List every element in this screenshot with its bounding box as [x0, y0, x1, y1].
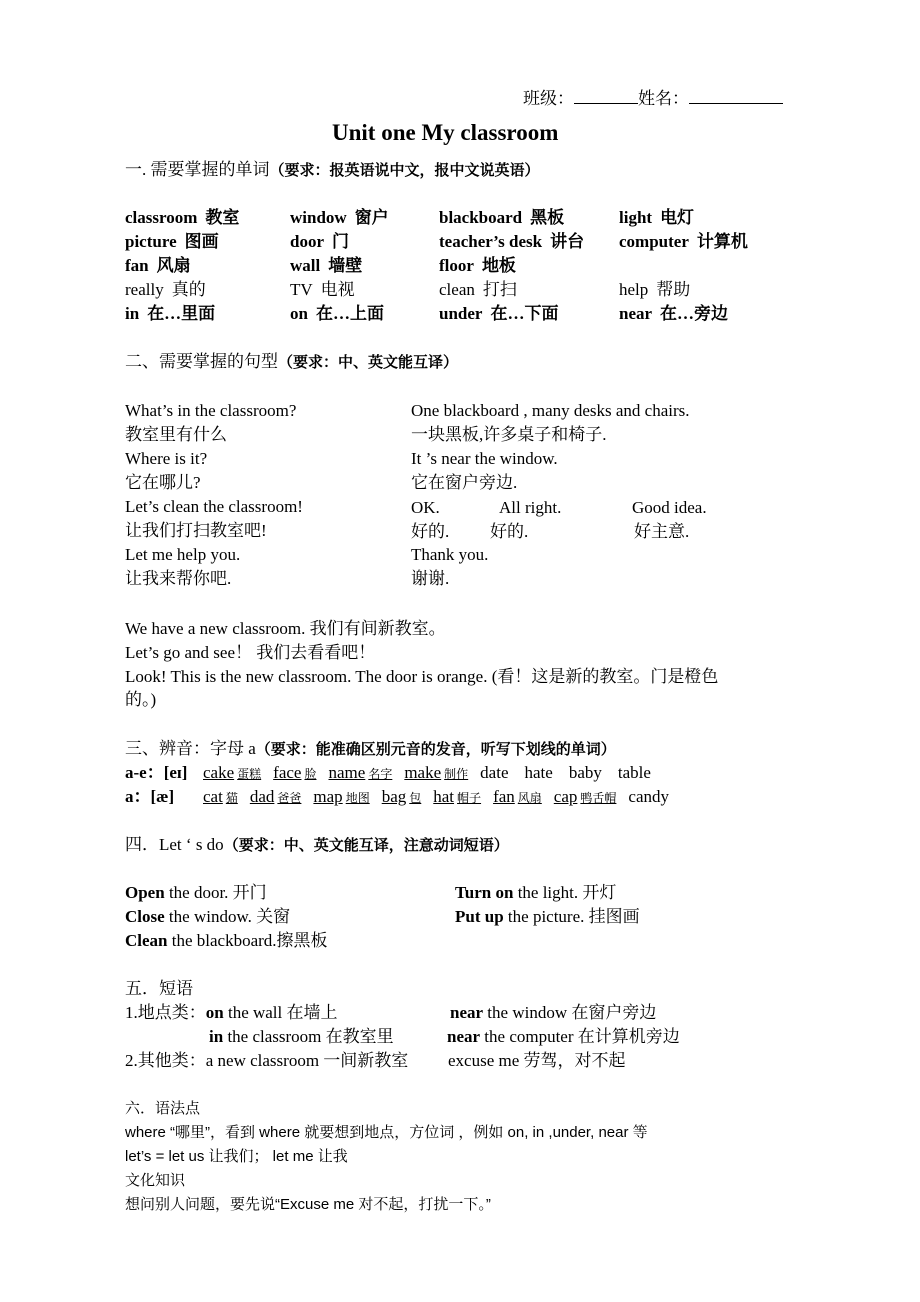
do-rest: the blackboard.擦黑板 — [167, 931, 328, 950]
vocab-en: clean — [439, 280, 475, 299]
vocab-en: really — [125, 280, 164, 299]
vocab-item — [619, 232, 748, 252]
phonics-word-en: fan — [493, 787, 515, 806]
vocab-item — [619, 280, 690, 300]
place-item-near-window — [450, 1003, 656, 1023]
response-ok-en: OK. — [411, 498, 440, 517]
class-label: 班级： — [523, 89, 574, 108]
section2-note: （要求：中、英文能互译） — [278, 355, 459, 371]
vocab-en: floor — [439, 256, 474, 275]
culture-line: 想问别人问题，要先说“Excuse me 对不起，打扰一下。” — [125, 1196, 491, 1213]
vocab-zh: 真的 — [171, 280, 206, 299]
para-line-3: Look! This is the new classroom. The door is orange. (看！这是新的教室。门是橙色 — [125, 667, 719, 686]
vocab-en: near — [619, 304, 653, 323]
response-goodidea-zh: 好主意. — [634, 522, 690, 541]
phonics-word — [493, 787, 542, 806]
do-rest: the window. 关窗 — [164, 907, 291, 926]
class-name-header — [523, 88, 783, 109]
phonics-word-en: hat — [433, 787, 455, 806]
section5-heading: 五．短语 — [125, 979, 193, 998]
sentence-left: Let me help you. — [125, 545, 241, 564]
sentence-right: Thank you. — [411, 545, 489, 564]
vocab-en: help — [619, 280, 649, 299]
place-rest: the wall 在墙上 — [223, 1003, 338, 1022]
other-row — [125, 1051, 408, 1071]
name-blank — [689, 88, 783, 104]
section3-note: （要求：能准确区别元音的发音，听写下划线的单词） — [255, 742, 616, 758]
vocab-zh: 在…里面 — [147, 304, 216, 323]
vocab-zh: 黑板 — [530, 208, 565, 227]
phonics-extra-word: date — [480, 763, 509, 782]
vocab-zh: 帮助 — [656, 280, 691, 299]
do-item-turnon — [455, 883, 616, 903]
vocab-item — [439, 208, 564, 228]
do-item-open — [125, 883, 267, 903]
phonics-word — [382, 787, 422, 806]
section6-heading: 六．语法点 — [125, 1100, 201, 1117]
place-kw: near — [450, 1003, 484, 1022]
section4-heading-text: 四．Let ‘ s do — [125, 835, 224, 854]
response-allright-zh: 好的. — [490, 522, 529, 541]
section1-heading — [125, 160, 540, 180]
vocab-item — [439, 256, 516, 276]
do-verb: Close — [125, 907, 165, 926]
vocab-zh: 在…下面 — [490, 304, 559, 323]
phonics-word-zh: 鸭舌帽 — [580, 791, 617, 805]
page-title: Unit one My classroom — [332, 120, 559, 145]
phonics-word-en: cat — [203, 787, 223, 806]
place-rest: the window 在窗户旁边 — [483, 1003, 657, 1022]
culture-heading: 文化知识 — [125, 1172, 186, 1189]
vocab-en: wall — [290, 256, 321, 275]
vocab-item — [290, 208, 389, 228]
phonics-word-zh: 名字 — [368, 767, 393, 781]
vocab-zh: 地板 — [481, 256, 516, 275]
phonics-word — [554, 787, 617, 806]
sentence-left: 它在哪儿? — [125, 473, 201, 492]
vocab-en: under — [439, 304, 483, 323]
vocab-en: computer — [619, 232, 689, 251]
phonics-extra-word: hate — [524, 763, 553, 782]
vocab-zh: 风扇 — [156, 256, 191, 275]
phonics-row-ei — [203, 763, 667, 783]
phonics-word-zh: 蛋糕 — [237, 767, 262, 781]
vocab-en: picture — [125, 232, 177, 251]
vocab-zh: 计算机 — [696, 232, 748, 251]
vocab-item — [125, 232, 219, 252]
vocab-en: teacher’s desk — [439, 232, 543, 251]
vocab-zh: 窗户 — [354, 208, 389, 227]
section4-heading — [125, 835, 509, 855]
section1-heading-text: 一. 需要掌握的单词 — [125, 160, 270, 179]
phonics-word-en: cap — [553, 787, 578, 806]
do-item-putup — [455, 907, 640, 927]
sentence-right: 谢谢. — [411, 569, 450, 588]
other-label: 2.其他类： — [125, 1051, 206, 1070]
grammar-line-1: where “哪里”，看到 where 就要想到地点，方位词 ，例如 on, in ,under, near 等 — [125, 1124, 648, 1141]
para-line-4: 的。) — [125, 690, 157, 709]
do-item-close — [125, 907, 290, 927]
vocab-zh: 教室 — [205, 208, 240, 227]
phonics-word — [433, 787, 481, 806]
phonics-extra-word: candy — [628, 787, 669, 806]
vocab-item — [439, 232, 584, 252]
do-verb: Turn on — [455, 883, 514, 902]
vocab-en: classroom — [125, 208, 198, 227]
sentence-left: 教室里有什么 — [125, 425, 227, 444]
response-goodidea-en: Good idea. — [632, 498, 707, 517]
vocab-en: in — [125, 304, 140, 323]
phonics-row-ae — [203, 787, 685, 807]
vocab-item — [125, 256, 191, 276]
sentence-left: Where is it? — [125, 449, 208, 468]
place-rest: the classroom 在教室里 — [223, 1027, 394, 1046]
sentence-right: 它在窗户旁边. — [411, 473, 518, 492]
sentence-left: 让我们打扫教室吧! — [125, 521, 267, 540]
section3-heading — [125, 739, 616, 759]
phonics-word-en: map — [313, 787, 343, 806]
do-verb: Clean — [125, 931, 168, 950]
vocab-zh: 图画 — [184, 232, 219, 251]
vocab-zh: 电视 — [320, 280, 355, 299]
vocab-item — [439, 304, 558, 324]
section2-heading-text: 二、需要掌握的句型 — [125, 352, 278, 371]
phonics-word — [313, 787, 369, 806]
phonics-word — [328, 763, 392, 782]
place-row-1 — [125, 1003, 338, 1023]
vocab-item — [619, 208, 694, 228]
phonics-word-zh: 地图 — [345, 791, 370, 805]
response-ok-zh: 好的. — [411, 522, 450, 541]
vocab-item — [125, 280, 206, 300]
vocab-item — [125, 304, 215, 324]
vocab-zh: 讲台 — [550, 232, 585, 251]
place-rest: the computer 在计算机旁边 — [480, 1027, 680, 1046]
section1-note: （要求：报英语说中文，报中文说英语） — [269, 163, 540, 179]
phonics-label-ae: a：[æ] — [125, 787, 175, 806]
vocab-item — [290, 280, 355, 300]
vocab-en: on — [290, 304, 308, 323]
response-allright-en: All right. — [499, 498, 562, 517]
phonics-word — [250, 787, 302, 806]
phonics-word-en: cake — [203, 763, 235, 782]
class-blank — [574, 88, 638, 104]
vocab-item — [439, 280, 517, 300]
vocab-zh: 在…旁边 — [660, 304, 729, 323]
phonics-word-zh: 帽子 — [457, 791, 482, 805]
grammar-line-2: let’s = let us 让我们； let me 让我 — [125, 1148, 348, 1165]
phonics-word-zh: 风扇 — [517, 791, 542, 805]
vocab-zh: 打扫 — [482, 280, 517, 299]
other-item: a new classroom 一间新教室 — [205, 1051, 409, 1070]
phonics-word — [203, 787, 238, 806]
place-kw: near — [447, 1027, 481, 1046]
sentence-left: Let’s clean the classroom! — [125, 497, 303, 516]
do-verb: Open — [125, 883, 165, 902]
phonics-extra-word: table — [617, 763, 651, 782]
other-item-excuse: excuse me 劳驾，对不起 — [448, 1051, 626, 1070]
vocab-item — [290, 256, 362, 276]
phonics-word-zh: 猫 — [225, 791, 238, 805]
phonics-word-zh: 脸 — [304, 767, 317, 781]
vocab-en: TV — [290, 280, 313, 299]
phonics-word — [404, 763, 468, 782]
place-kw: in — [209, 1027, 224, 1046]
place-item-near-computer — [447, 1027, 680, 1047]
phonics-word-zh: 包 — [409, 791, 422, 805]
section2-heading — [125, 352, 458, 372]
place-label: 1.地点类： — [125, 1003, 206, 1022]
phonics-word-en: make — [404, 763, 442, 782]
phonics-word-en: face — [273, 763, 302, 782]
do-item-clean — [125, 931, 328, 951]
vocab-zh: 电灯 — [660, 208, 695, 227]
phonics-word-zh: 制作 — [444, 767, 469, 781]
name-label: 姓名： — [638, 89, 689, 108]
phonics-word-en: dad — [249, 787, 275, 806]
para-line-2: Let’s go and see！ 我们去看看吧！ — [125, 643, 376, 662]
sentence-right: One blackboard , many desks and chairs. — [411, 401, 690, 420]
vocab-en: fan — [125, 256, 149, 275]
phonics-word-en: bag — [381, 787, 407, 806]
phonics-extra-word: baby — [568, 763, 602, 782]
vocab-en: light — [619, 208, 653, 227]
phonics-word-en: name — [328, 763, 366, 782]
phonics-label-ei: a-e：[eɪ] — [125, 763, 188, 782]
do-verb: Put up — [455, 907, 504, 926]
phonics-word-zh: 爸爸 — [277, 791, 302, 805]
phonics-word — [203, 763, 261, 782]
sentence-left: What’s in the classroom? — [125, 401, 297, 420]
sentence-left: 让我来帮你吧. — [125, 569, 232, 588]
para-line-1: We have a new classroom. 我们有间新教室。 — [125, 619, 446, 638]
vocab-en: blackboard — [439, 208, 523, 227]
do-rest: the door. 开门 — [164, 883, 267, 902]
vocab-zh: 墙壁 — [328, 256, 363, 275]
section3-heading-text: 三、辨音：字母 a — [125, 739, 256, 758]
vocab-item — [290, 304, 384, 324]
vocab-item — [619, 304, 728, 324]
phonics-word — [273, 763, 316, 782]
vocab-item — [125, 208, 239, 228]
vocab-zh: 门 — [332, 232, 349, 251]
place-item-in-classroom — [209, 1027, 394, 1047]
do-rest: the picture. 挂图画 — [503, 907, 640, 926]
vocab-en: door — [290, 232, 324, 251]
sentence-right: 一块黑板,许多桌子和椅子. — [411, 425, 607, 444]
vocab-en: window — [290, 208, 347, 227]
place-kw: on — [205, 1003, 224, 1022]
section4-note: （要求：中、英文能互译，注意动词短语） — [223, 838, 509, 854]
vocab-zh: 在…上面 — [315, 304, 384, 323]
do-rest: the light. 开灯 — [513, 883, 617, 902]
vocab-item — [290, 232, 349, 252]
sentence-right: It ’s near the window. — [411, 449, 558, 468]
